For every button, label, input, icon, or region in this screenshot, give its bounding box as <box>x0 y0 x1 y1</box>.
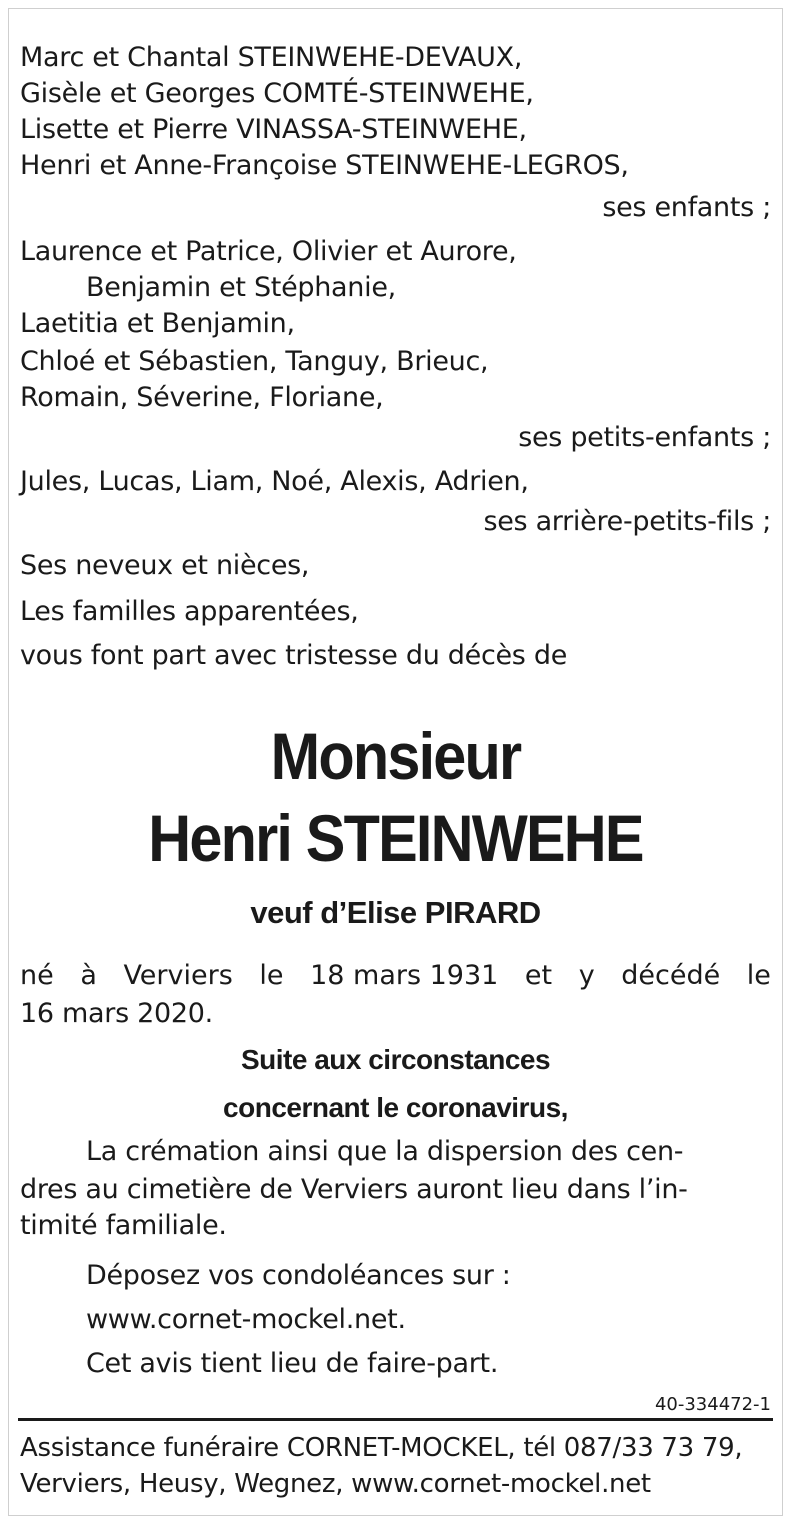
deceased-name: Henri STEINWEHE <box>148 801 643 875</box>
birth-word: né <box>20 960 54 991</box>
condolences-website[interactable]: www.cornet-mockel.net. <box>86 1304 406 1335</box>
grandchild-line-3: Laetitia et Benjamin, <box>20 308 295 339</box>
child-line-1: Marc et Chantal STEINWEHE-DEVAUX, <box>20 42 523 73</box>
grandchildren-label: ses petits-enfants ; <box>518 422 771 453</box>
deceased-title: Monsieur <box>270 719 521 793</box>
condolences-line: Déposez vos condoléances sur : <box>86 1260 511 1291</box>
birth-word: Verviers <box>123 960 233 991</box>
child-line-2: Gisèle et Georges COMTÉ-STEINWEHE, <box>20 78 534 109</box>
relatives-line: Les familles apparentées, <box>20 596 359 627</box>
children-label: ses enfants ; <box>602 192 771 223</box>
great-grandchildren-line: Jules, Lucas, Liam, Noé, Alexis, Adrien, <box>20 466 529 497</box>
notice-heading-1: Suite aux circonstances <box>240 1044 551 1075</box>
birth-word: et <box>524 960 553 991</box>
child-line-4: Henri et Anne-Françoise STEINWEHE-LEGROS, <box>20 150 629 181</box>
birth-death-line <box>20 958 771 994</box>
footer-line-2: Verviers, Heusy, Wegnez, www.cornet-mockel.net <box>20 1469 651 1499</box>
birth-word: le <box>259 960 284 991</box>
birth-word: le <box>746 960 771 991</box>
birth-word: à <box>80 960 97 991</box>
reference-number: 40-334472-1 <box>654 1394 771 1415</box>
notice-body-2: dres au cimetière de Verviers auront lieu dans l’in- <box>20 1174 688 1205</box>
footer-divider <box>18 1418 773 1421</box>
faire-part-line: Cet avis tient lieu de faire-part. <box>86 1348 499 1379</box>
grandchild-line-1: Laurence et Patrice, Olivier et Aurore, <box>20 236 517 267</box>
grandchild-line-2: Benjamin et Stéphanie, <box>86 272 396 303</box>
birth-word: y <box>578 960 595 991</box>
footer-line-1: Assistance funéraire CORNET-MOCKEL, tél 087/33 73 79, <box>20 1433 743 1463</box>
announcement-line: vous font part avec tristesse du décès de <box>20 640 568 671</box>
nephews-line: Ses neveux et nièces, <box>20 550 310 581</box>
grandchild-line-4: Chloé et Sébastien, Tanguy, Brieuc, <box>20 346 489 377</box>
notice-heading-2: concernant le coronavirus, <box>223 1092 568 1123</box>
widower-line: veuf d’Elise PIRARD <box>250 895 541 930</box>
notice-body-1: La crémation ainsi que la dispersion des cen- <box>86 1136 684 1167</box>
birth-date: 18 mars 1931 <box>310 960 499 991</box>
death-date-line: 16 mars 2020. <box>20 998 213 1029</box>
notice-body-3: timité familiale. <box>20 1210 227 1241</box>
birth-word: décédé <box>621 960 721 991</box>
grandchild-line-5: Romain, Séverine, Floriane, <box>20 382 384 413</box>
child-line-3: Lisette et Pierre VINASSA-STEINWEHE, <box>20 114 527 145</box>
great-grandchildren-label: ses arrière-petits-fils ; <box>483 506 771 537</box>
